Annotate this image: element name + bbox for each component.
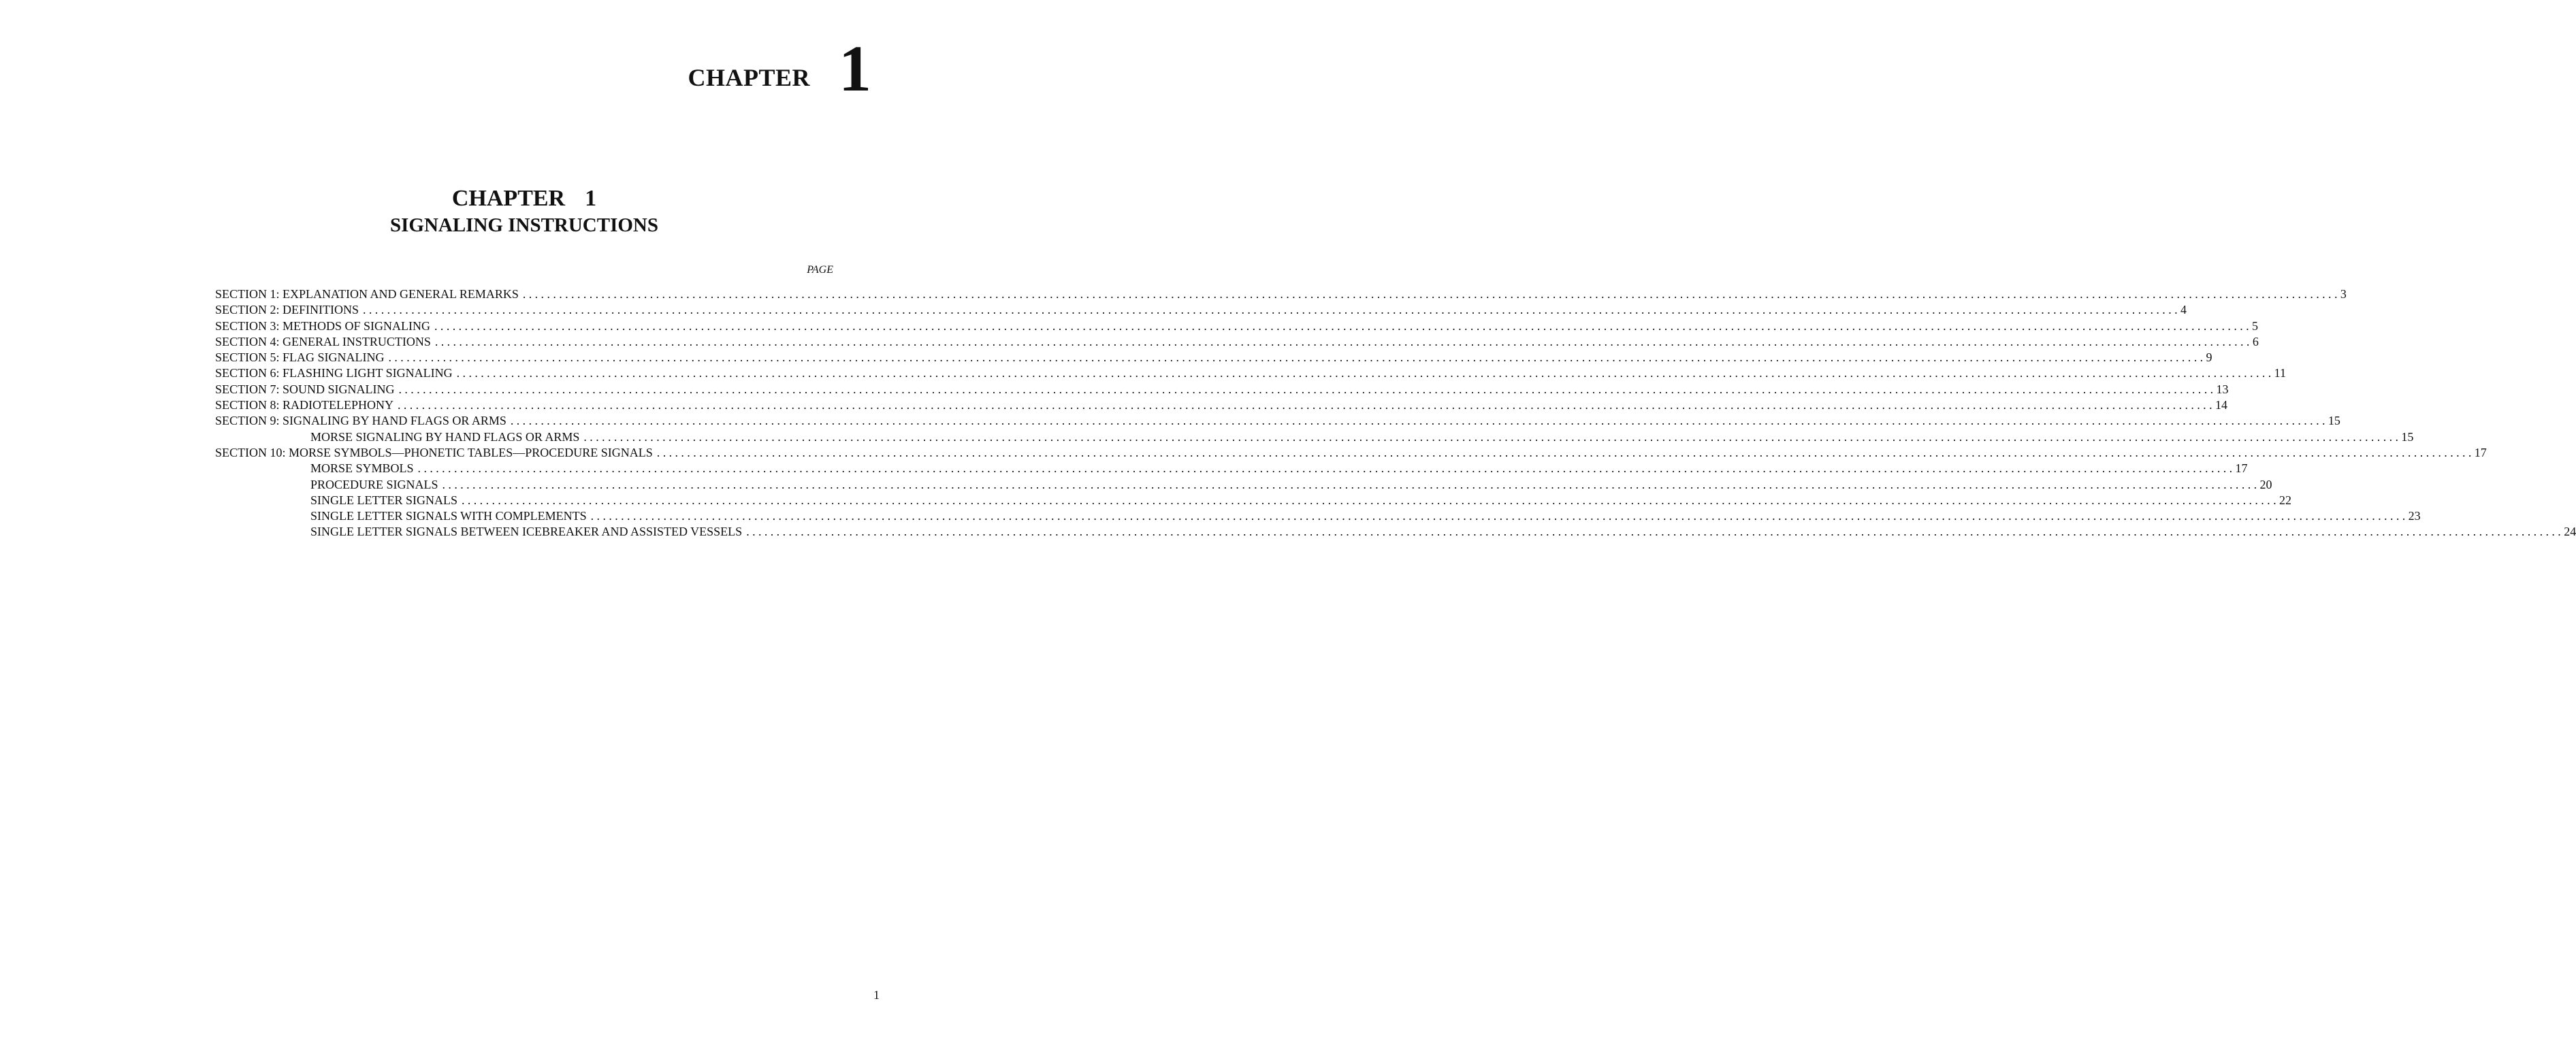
toc-leader-dots: ............................................................................................................................................................................................................................................................................................................ bbox=[510, 414, 2328, 428]
toc-subentry[interactable] bbox=[215, 493, 2291, 508]
toc-entry-text: SINGLE LETTER SIGNALS BETWEEN ICEBREAKER AND ASSISTED VESSELS bbox=[310, 525, 743, 539]
toc-entry-text: MORSE SYMBOLS bbox=[310, 461, 414, 476]
toc-entry-page: 17 bbox=[2474, 445, 2487, 459]
toc-entry-page: 17 bbox=[2235, 461, 2248, 476]
toc-entry[interactable] bbox=[215, 397, 2227, 413]
toc-entry-text: SECTION 6: FLASHING LIGHT SIGNALING bbox=[215, 366, 453, 380]
toc-entry-page: 6 bbox=[2252, 334, 2259, 348]
chapter-title: CHAPTER 1 bbox=[451, 186, 597, 211]
toc-leader-dots: ............................................................................................................................................................................................................................................................................................................ bbox=[583, 429, 2402, 444]
toc-leader-dots: ............................................................................................................................................................................................................................................................................................................ bbox=[746, 525, 2564, 539]
toc-entry-page: 3 bbox=[2340, 287, 2347, 301]
toc-leader-dots: ............................................................................................................................................................................................................................................................................................................ bbox=[434, 334, 2253, 348]
page-number: 1 bbox=[873, 988, 880, 1002]
toc-entry-page: 24 bbox=[2564, 525, 2576, 539]
toc-subentry[interactable] bbox=[215, 524, 2576, 540]
chapter-header-number: 1 bbox=[839, 32, 871, 105]
toc-entry-text: SECTION 9: SIGNALING BY HAND FLAGS OR ARMS bbox=[215, 414, 506, 428]
chapter-header bbox=[688, 32, 871, 105]
toc-leader-dots: ............................................................................................................................................................................................................................................................................................................ bbox=[456, 366, 2274, 380]
toc-entry-page: 9 bbox=[2206, 350, 2212, 365]
toc-entry[interactable] bbox=[215, 382, 2229, 397]
toc-entry-page: 15 bbox=[2401, 429, 2414, 444]
toc-leader-dots: ............................................................................................................................................................................................................................................................................................................ bbox=[461, 493, 2279, 507]
toc-entry-text: MORSE SIGNALING BY HAND FLAGS OR ARMS bbox=[310, 429, 580, 444]
toc-subentry[interactable] bbox=[215, 508, 2421, 524]
toc-leader-dots: ............................................................................................................................................................................................................................................................................................................ bbox=[388, 350, 2206, 365]
toc-entry-text: SECTION 1: EXPLANATION AND GENERAL REMARKS bbox=[215, 287, 519, 301]
toc-entry[interactable] bbox=[215, 350, 2212, 365]
chapter-subtitle: SIGNALING INSTRUCTIONS bbox=[389, 214, 659, 236]
toc-entry-text: SECTION 3: METHODS OF SIGNALING bbox=[215, 318, 431, 333]
toc-leader-dots: ............................................................................................................................................................................................................................................................................................................ bbox=[363, 303, 2180, 317]
toc-entry-page: 14 bbox=[2215, 398, 2227, 412]
toc-entry[interactable] bbox=[215, 302, 2187, 318]
toc-entry[interactable] bbox=[215, 286, 2347, 302]
table-of-contents bbox=[215, 286, 2576, 540]
toc-leader-dots: ............................................................................................................................................................................................................................................................................................................ bbox=[590, 509, 2409, 523]
toc-leader-dots: ............................................................................................................................................................................................................................................................................................................ bbox=[522, 287, 2340, 301]
toc-page-label: PAGE bbox=[807, 264, 833, 276]
toc-subentry[interactable] bbox=[215, 477, 2272, 493]
toc-entry-text: SECTION 4: GENERAL INSTRUCTIONS bbox=[215, 334, 431, 348]
toc-entry-text: SECTION 2: DEFINITIONS bbox=[215, 303, 359, 317]
toc-subentry[interactable] bbox=[215, 429, 2414, 445]
toc-entry-page: 11 bbox=[2274, 366, 2286, 380]
chapter-header-word: CHAPTER bbox=[688, 64, 810, 92]
toc-entry-text: SECTION 5: FLAG SIGNALING bbox=[215, 350, 385, 365]
toc-entry-text: PROCEDURE SIGNALS bbox=[310, 477, 438, 491]
toc-leader-dots: ............................................................................................................................................................................................................................................................................................................ bbox=[442, 477, 2260, 491]
toc-entry-page: 15 bbox=[2328, 414, 2340, 428]
toc-entry[interactable] bbox=[215, 365, 2286, 381]
toc-entry-page: 4 bbox=[2180, 303, 2187, 317]
toc-entry-text: SECTION 8: RADIOTELEPHONY bbox=[215, 398, 393, 412]
toc-entry[interactable] bbox=[215, 334, 2259, 350]
toc-entry-text: SECTION 7: SOUND SIGNALING bbox=[215, 382, 395, 396]
toc-entry-page: 22 bbox=[2279, 493, 2291, 507]
toc-leader-dots: ............................................................................................................................................................................................................................................................................................................ bbox=[397, 398, 2215, 412]
toc-entry-text: SECTION 10: MORSE SYMBOLS—PHONETIC TABLES—PROCEDURE SIGNALS bbox=[215, 445, 653, 459]
toc-entry[interactable] bbox=[215, 445, 2487, 461]
toc-entry[interactable] bbox=[215, 413, 2340, 429]
toc-entry-page: 5 bbox=[2252, 318, 2259, 333]
toc-entry-page: 23 bbox=[2408, 509, 2421, 523]
toc-entry[interactable] bbox=[215, 318, 2259, 334]
chapter-title-block bbox=[0, 185, 1048, 238]
toc-entry-text: SINGLE LETTER SIGNALS bbox=[310, 493, 457, 507]
toc-leader-dots: ............................................................................................................................................................................................................................................................................................................ bbox=[434, 318, 2253, 333]
toc-leader-dots: ............................................................................................................................................................................................................................................................................................................ bbox=[398, 382, 2217, 396]
toc-leader-dots: ............................................................................................................................................................................................................................................................................................................ bbox=[656, 445, 2475, 459]
toc-leader-dots: ............................................................................................................................................................................................................................................................................................................ bbox=[417, 461, 2236, 476]
toc-entry-text: SINGLE LETTER SIGNALS WITH COMPLEMENTS bbox=[310, 509, 587, 523]
toc-entry-page: 20 bbox=[2259, 477, 2272, 491]
toc-entry-page: 13 bbox=[2216, 382, 2229, 396]
toc-subentry[interactable] bbox=[215, 461, 2248, 476]
